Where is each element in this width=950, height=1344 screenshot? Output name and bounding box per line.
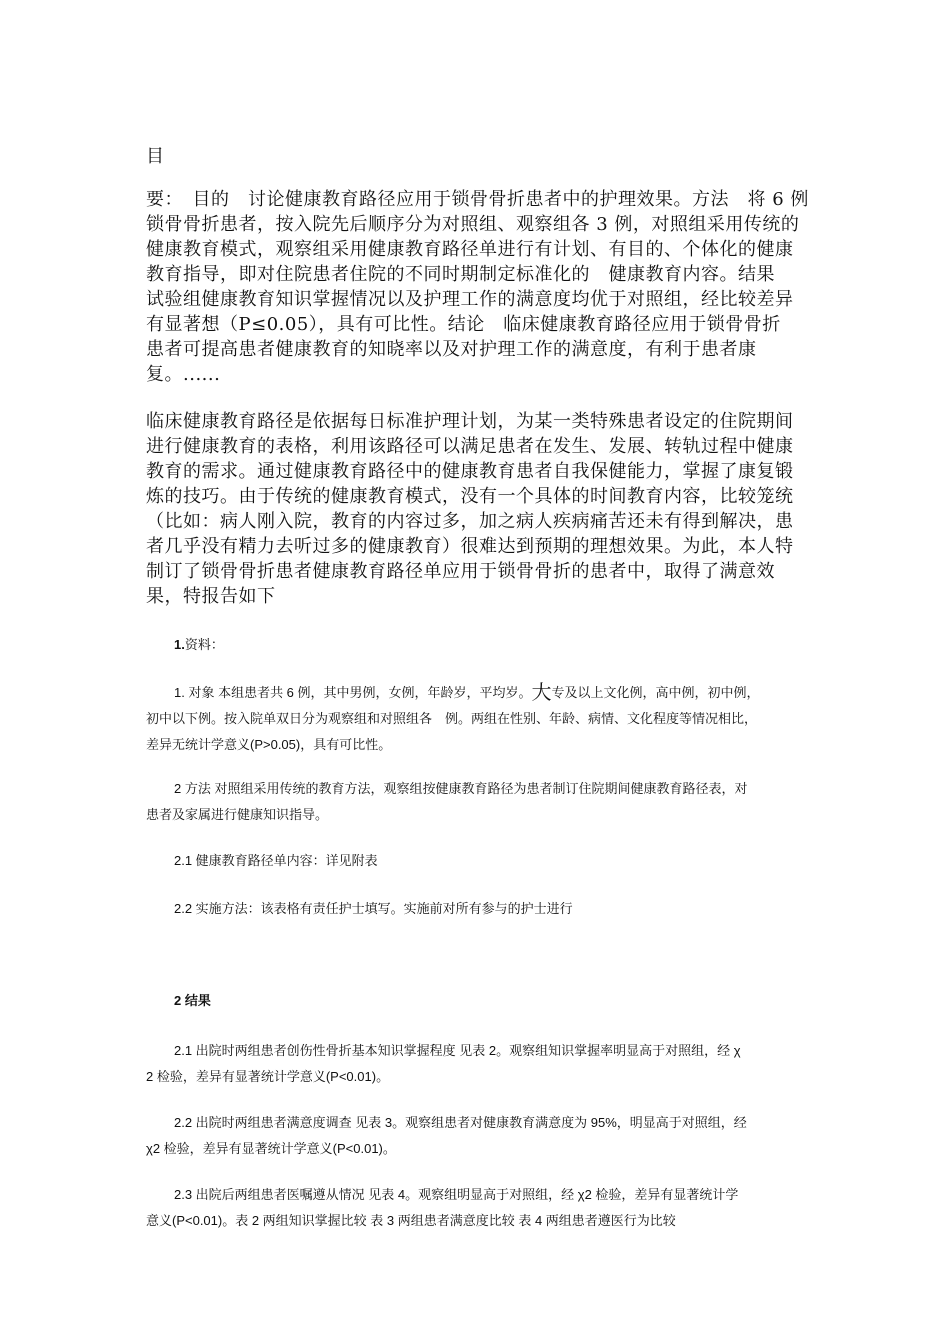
result-line: 2.2 出院时两组患者满意度调查 见表 3。观察组患者对健康教育满意度为 95%，明显高于对照组，经: [174, 1115, 747, 1130]
result-line: 2 检验，差异有显著统计学意义(P<0.01)。: [146, 1069, 390, 1084]
method-paragraph: [146, 776, 747, 828]
subject-line: [146, 680, 760, 706]
heading-text: 目: [146, 146, 165, 167]
section-title: 资料：: [184, 637, 224, 652]
abstract-line: 复。......: [146, 364, 221, 385]
subject-text: 1. 对象 本组患者共 6 例，其中男例，女例，年龄岁，平均岁。: [174, 685, 532, 700]
method-2-1: [174, 848, 378, 874]
intro-line: 教育的需求。通过健康教育路径中的健康教育患者自我保健能力，掌握了康复锻: [146, 461, 794, 482]
abstract-line: 有显著想（P≤0.05），具有可比性。结论 临床健康教育路径应用于锁骨骨折: [146, 314, 781, 335]
abstract-line: 锁骨骨折患者，按入院先后顺序分为对照组、观察组各 3 例，对照组采用传统的: [146, 214, 800, 235]
abstract-line: 教育指导，即对住院患者住院的不同时期制定标准化的 健康教育内容。结果: [146, 264, 775, 285]
section-1-heading: [174, 632, 224, 658]
heading: [146, 144, 165, 169]
abstract-line: 健康教育模式，观察组采用健康教育路径单进行有计划、有目的、个体化的健康: [146, 239, 794, 260]
subject-text: 专及以上文化例，高中例，初中例，: [551, 685, 760, 700]
abstract-line: 试验组健康教育知识掌握情况以及护理工作的满意度均优于对照组，经比较差异: [146, 289, 794, 310]
method-line: 2 方法 对照组采用传统的教育方法，观察组按健康教育路径为患者制订住院期间健康教育路径表，对: [174, 781, 748, 796]
abstract-paragraph: [146, 187, 809, 387]
results-title: 2 结果: [174, 993, 211, 1008]
intro-line: 果，特报告如下: [146, 586, 276, 607]
method-2-1-text: 2.1 健康教育路径单内容：详见附表: [174, 853, 378, 868]
result-2-2-paragraph: [146, 1110, 747, 1162]
intro-line: 临床健康教育路径是依据每日标准护理计划，为某一类特殊患者设定的住院期间: [146, 411, 794, 432]
intro-line: 进行健康教育的表格，利用该路径可以满足患者在发生、发展、转轨过程中健康: [146, 436, 794, 457]
abstract-line: 患者可提高患者健康教育的知晓率以及对护理工作的满意度，有利于患者康: [146, 339, 757, 360]
method-2-2: [174, 896, 573, 922]
result-line: 2.3 出院后两组患者医嘱遵从情况 见表 4。观察组明显高于对照组，经 χ2 检验，差异有显著统计学: [174, 1187, 739, 1202]
section-number: 1.: [174, 637, 185, 652]
abstract-line: 要： 目的 讨论健康教育路径应用于锁骨骨折患者中的护理效果。方法 将 6 例: [146, 189, 809, 210]
subject-line: 差异无统计学意义(P>0.05)，具有可比性。: [146, 737, 392, 752]
symbol-glyph: 大: [531, 682, 552, 704]
result-line: 2.1 出院时两组患者创伤性骨折基本知识掌握程度 见表 2。观察组知识掌握率明显高于对照组，经 χ: [174, 1043, 741, 1058]
results-heading: [174, 988, 211, 1014]
intro-line: 者几乎没有精力去听过多的健康教育）很难达到预期的理想效果。为此，本人特: [146, 536, 794, 557]
subject-line: 初中以下例。按入院单双日分为观察组和对照组各 例。两组在性别、年龄、病情、文化程度等情况相比，: [146, 711, 758, 726]
intro-line: 炼的技巧。由于传统的健康教育模式，没有一个具体的时间教育内容，比较笼统: [146, 486, 794, 507]
method-2-2-text: 2.2 实施方法：该表格有责任护士填写。实施前对所有参与的护士进行: [174, 901, 573, 916]
intro-line: （比如：病人刚入院，教育的内容过多，加之病人疾病痛苦还未有得到解决，患: [146, 511, 794, 532]
result-2-3-paragraph: [146, 1182, 738, 1234]
method-line: 患者及家属进行健康知识指导。: [146, 807, 329, 822]
subject-paragraph: [146, 680, 760, 758]
result-2-1-paragraph: [146, 1038, 741, 1090]
result-line: 意义(P<0.01)。表 2 两组知识掌握比较 表 3 两组患者满意度比较 表 4 两组患者遵医行为比较: [146, 1213, 676, 1228]
intro-line: 制订了锁骨骨折患者健康教育路径单应用于锁骨骨折的患者中，取得了满意效: [146, 561, 775, 582]
intro-paragraph: [146, 409, 794, 609]
result-line: χ2 检验，差异有显著统计学意义(P<0.01)。: [146, 1141, 396, 1156]
